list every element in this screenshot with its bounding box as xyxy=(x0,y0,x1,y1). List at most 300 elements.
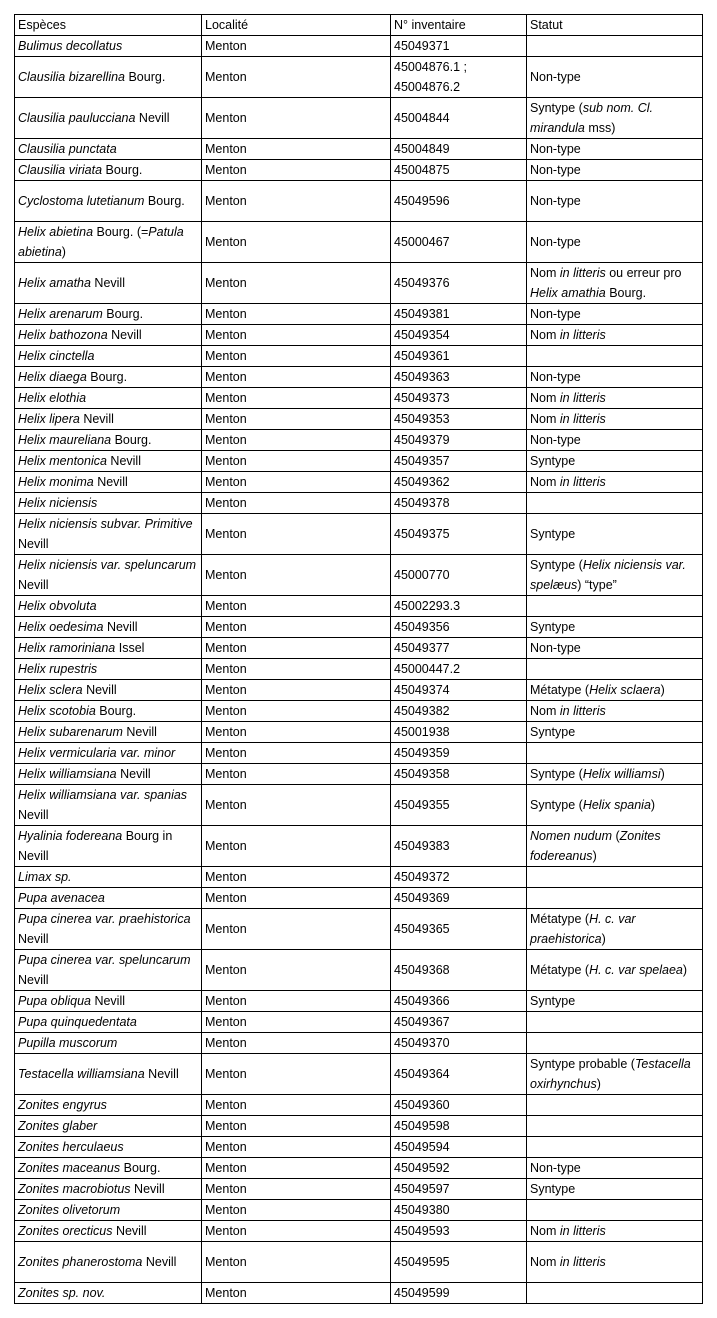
locality-cell: Menton xyxy=(202,388,391,409)
text-fragment: Helix monima xyxy=(18,475,94,489)
text-fragment: sub nom. Cl. mirandula xyxy=(530,101,653,135)
text-fragment: ) xyxy=(660,767,665,781)
status-cell xyxy=(527,867,703,888)
species-cell xyxy=(15,160,202,181)
locality-cell: Menton xyxy=(202,1242,391,1283)
text-fragment: Issel xyxy=(115,641,145,655)
species-cell xyxy=(15,1283,202,1304)
text-fragment: Non-type xyxy=(530,641,581,655)
inventory-cell: 45049372 xyxy=(391,867,527,888)
inventory-cell: 45049373 xyxy=(391,388,527,409)
text-fragment: Nevill xyxy=(18,808,49,822)
table-row xyxy=(15,1179,703,1200)
locality-cell: Menton xyxy=(202,139,391,160)
species-cell xyxy=(15,596,202,617)
text-fragment: Nevill xyxy=(112,1224,147,1238)
header-localite: Localité xyxy=(202,15,391,36)
status-cell xyxy=(527,764,703,785)
locality-cell: Menton xyxy=(202,888,391,909)
locality-cell: Menton xyxy=(202,1116,391,1137)
text-fragment: Syntype probable ( xyxy=(530,1057,635,1071)
text-fragment: Zonites orecticus xyxy=(18,1224,113,1238)
status-cell xyxy=(527,263,703,304)
table-row xyxy=(15,638,703,659)
text-fragment: Helix maureliana xyxy=(18,433,112,447)
text-fragment: Bourg. xyxy=(125,70,166,84)
text-fragment: Non-type xyxy=(530,70,581,84)
status-cell xyxy=(527,1200,703,1221)
text-fragment: Non-type xyxy=(530,433,581,447)
text-fragment: in litteris xyxy=(559,266,606,280)
table-row xyxy=(15,36,703,57)
locality-cell: Menton xyxy=(202,1137,391,1158)
text-fragment: Non-type xyxy=(530,370,581,384)
inventory-cell: 45049360 xyxy=(391,1095,527,1116)
species-cell xyxy=(15,888,202,909)
text-fragment: Cyclostoma lutetianum xyxy=(18,194,145,208)
inventory-cell: 45049362 xyxy=(391,472,527,493)
status-cell xyxy=(527,617,703,638)
text-fragment: Nevill xyxy=(142,1255,177,1269)
species-cell xyxy=(15,722,202,743)
inventory-cell: 45004849 xyxy=(391,139,527,160)
species-cell xyxy=(15,514,202,555)
text-fragment: Helix vermicularia var. minor xyxy=(18,746,176,760)
inventory-cell: 45049382 xyxy=(391,701,527,722)
table-row xyxy=(15,909,703,950)
table-row xyxy=(15,409,703,430)
inventory-cell: 45049376 xyxy=(391,263,527,304)
text-fragment: Testacella williamsiana xyxy=(18,1067,145,1081)
text-fragment: Syntype ( xyxy=(530,798,583,812)
text-fragment: Zonites phanerostoma xyxy=(18,1255,143,1269)
locality-cell: Menton xyxy=(202,991,391,1012)
locality-cell: Menton xyxy=(202,867,391,888)
locality-cell: Menton xyxy=(202,98,391,139)
locality-cell: Menton xyxy=(202,451,391,472)
inventory-cell: 45049371 xyxy=(391,36,527,57)
species-cell xyxy=(15,1137,202,1158)
text-fragment: Pupilla muscorum xyxy=(18,1036,118,1050)
inventory-cell: 45004875 xyxy=(391,160,527,181)
text-fragment: in litteris xyxy=(559,328,606,342)
species-cell xyxy=(15,388,202,409)
text-fragment: Syntype xyxy=(530,620,576,634)
inventory-cell: 45049361 xyxy=(391,346,527,367)
inventory-cell: 45049367 xyxy=(391,1012,527,1033)
status-cell xyxy=(527,514,703,555)
status-cell xyxy=(527,346,703,367)
text-fragment: in litteris xyxy=(559,391,606,405)
table-row xyxy=(15,493,703,514)
status-cell xyxy=(527,991,703,1012)
table-row xyxy=(15,1283,703,1304)
text-fragment: in litteris xyxy=(559,704,606,718)
species-cell xyxy=(15,867,202,888)
text-fragment: Nevill xyxy=(90,276,125,290)
inventory-cell: 45049365 xyxy=(391,909,527,950)
locality-cell: Menton xyxy=(202,1179,391,1200)
inventory-cell: 45049592 xyxy=(391,1158,527,1179)
text-fragment: ) xyxy=(660,683,665,697)
header-row xyxy=(15,15,703,36)
species-cell xyxy=(15,826,202,867)
status-cell xyxy=(527,1116,703,1137)
table-row xyxy=(15,596,703,617)
locality-cell: Menton xyxy=(202,743,391,764)
species-cell xyxy=(15,764,202,785)
text-fragment: Zonites sp. nov. xyxy=(18,1286,106,1300)
text-fragment: ) xyxy=(682,963,688,977)
locality-cell: Menton xyxy=(202,701,391,722)
text-fragment: Hyalinia fodereana xyxy=(18,829,123,843)
table-row xyxy=(15,514,703,555)
text-fragment: Helix sclaera xyxy=(589,683,661,697)
species-cell xyxy=(15,57,202,98)
text-fragment: Nom xyxy=(530,1255,560,1269)
text-fragment: Helix ramoriniana xyxy=(18,641,116,655)
locality-cell: Menton xyxy=(202,950,391,991)
status-cell xyxy=(527,722,703,743)
locality-cell: Menton xyxy=(202,785,391,826)
text-fragment: H. c. var praehistorica xyxy=(530,912,636,946)
table-row xyxy=(15,367,703,388)
text-fragment: Helix lipera xyxy=(18,412,80,426)
table-row xyxy=(15,1242,703,1283)
text-fragment: ( xyxy=(612,829,620,843)
inventory-cell: 45000770 xyxy=(391,555,527,596)
text-fragment: Syntype ( xyxy=(530,558,583,572)
table-row xyxy=(15,785,703,826)
text-fragment: Syntype ( xyxy=(530,101,583,115)
locality-cell: Menton xyxy=(202,367,391,388)
locality-cell: Menton xyxy=(202,1095,391,1116)
table-body xyxy=(15,36,703,1304)
species-cell xyxy=(15,325,202,346)
table-row xyxy=(15,472,703,493)
status-cell xyxy=(527,555,703,596)
table-row xyxy=(15,659,703,680)
text-fragment: Helix williamsiana xyxy=(18,767,117,781)
status-cell xyxy=(527,1012,703,1033)
species-cell xyxy=(15,950,202,991)
text-fragment: Nevill xyxy=(18,973,49,987)
table-row xyxy=(15,555,703,596)
text-fragment: Bourg in Nevill xyxy=(18,829,173,863)
species-cell xyxy=(15,1242,202,1283)
status-cell xyxy=(527,785,703,826)
locality-cell: Menton xyxy=(202,409,391,430)
table-row xyxy=(15,325,703,346)
status-cell xyxy=(527,638,703,659)
table-row xyxy=(15,743,703,764)
table-row xyxy=(15,222,703,263)
text-fragment: Bulimus decollatus xyxy=(18,39,123,53)
species-cell xyxy=(15,1054,202,1095)
text-fragment: Helix spania xyxy=(582,798,651,812)
locality-cell: Menton xyxy=(202,36,391,57)
text-fragment: Patula abietina xyxy=(18,225,184,259)
status-cell xyxy=(527,1242,703,1283)
text-fragment: Syntype xyxy=(530,1182,576,1196)
text-fragment: Non-type xyxy=(530,235,581,249)
text-fragment: Bourg. (= xyxy=(93,225,149,239)
text-fragment: Syntype xyxy=(530,527,576,541)
table-row xyxy=(15,1200,703,1221)
species-cell xyxy=(15,1095,202,1116)
inventory-cell: 45049366 xyxy=(391,991,527,1012)
status-cell xyxy=(527,1137,703,1158)
species-cell xyxy=(15,409,202,430)
text-fragment: ) xyxy=(650,798,656,812)
locality-cell: Menton xyxy=(202,325,391,346)
text-fragment: Zonites herculaeus xyxy=(18,1140,124,1154)
species-cell xyxy=(15,472,202,493)
text-fragment: Helix niciensis var. speluncarum xyxy=(18,558,197,572)
locality-cell: Menton xyxy=(202,1012,391,1033)
status-cell xyxy=(527,222,703,263)
status-cell xyxy=(527,659,703,680)
species-cell xyxy=(15,98,202,139)
text-fragment: ) xyxy=(601,932,606,946)
text-fragment: Pupa avenacea xyxy=(18,891,105,905)
inventory-cell: 45049599 xyxy=(391,1283,527,1304)
text-fragment: Bourg. xyxy=(144,194,185,208)
inventory-cell: 45049596 xyxy=(391,181,527,222)
text-fragment: ou erreur pro xyxy=(605,266,682,280)
status-cell xyxy=(527,451,703,472)
header-inventaire: N° inventaire xyxy=(391,15,527,36)
species-cell xyxy=(15,367,202,388)
text-fragment: Clausilia paulucciana xyxy=(18,111,136,125)
text-fragment: Non-type xyxy=(530,307,581,321)
status-cell xyxy=(527,950,703,991)
text-fragment: Helix williamsiana var. spanias xyxy=(18,788,188,802)
species-cell xyxy=(15,909,202,950)
table-row xyxy=(15,764,703,785)
text-fragment: Helix cinctella xyxy=(18,349,95,363)
text-fragment: Pupa cinerea var. speluncarum xyxy=(18,953,191,967)
text-fragment: Pupa quinquedentata xyxy=(18,1015,137,1029)
species-cell xyxy=(15,430,202,451)
locality-cell: Menton xyxy=(202,472,391,493)
species-table xyxy=(14,14,703,1304)
text-fragment: Bourg. xyxy=(605,286,647,300)
table-row xyxy=(15,617,703,638)
status-cell xyxy=(527,139,703,160)
table-row xyxy=(15,451,703,472)
table-row xyxy=(15,826,703,867)
text-fragment: Helix oedesima xyxy=(18,620,104,634)
text-fragment: Helix sclera xyxy=(18,683,83,697)
table-row xyxy=(15,160,703,181)
text-fragment: Nomen nudum xyxy=(530,829,612,843)
text-fragment: ) xyxy=(61,245,66,259)
text-fragment: Helix niciensis var. spelæus xyxy=(530,558,686,592)
text-fragment: Helix niciensis xyxy=(18,496,98,510)
species-cell xyxy=(15,785,202,826)
text-fragment: in litteris xyxy=(559,475,606,489)
text-fragment: Zonites glaber xyxy=(18,1119,98,1133)
text-fragment: Nom xyxy=(530,266,560,280)
text-fragment: Helix scotobia xyxy=(18,704,96,718)
table-row xyxy=(15,867,703,888)
table-row xyxy=(15,1033,703,1054)
table-row xyxy=(15,950,703,991)
text-fragment: Nevill xyxy=(103,620,138,634)
species-cell xyxy=(15,1116,202,1137)
text-fragment: Nom xyxy=(530,412,560,426)
status-cell xyxy=(527,181,703,222)
status-cell xyxy=(527,1179,703,1200)
species-cell xyxy=(15,555,202,596)
table-row xyxy=(15,991,703,1012)
inventory-cell: 45049355 xyxy=(391,785,527,826)
species-cell xyxy=(15,701,202,722)
status-cell xyxy=(527,98,703,139)
text-fragment: in litteris xyxy=(559,412,606,426)
inventory-cell: 45049363 xyxy=(391,367,527,388)
status-cell xyxy=(527,826,703,867)
text-fragment: Clausilia punctata xyxy=(18,142,117,156)
locality-cell: Menton xyxy=(202,659,391,680)
text-fragment: Nom xyxy=(530,391,560,405)
table-row xyxy=(15,139,703,160)
text-fragment: Nom xyxy=(530,328,560,342)
inventory-cell: 45049357 xyxy=(391,451,527,472)
status-cell xyxy=(527,430,703,451)
text-fragment: Bourg. xyxy=(111,433,152,447)
inventory-cell: 45049381 xyxy=(391,304,527,325)
species-cell xyxy=(15,181,202,222)
text-fragment: Helix arenarum xyxy=(18,307,103,321)
inventory-cell: 45049370 xyxy=(391,1033,527,1054)
locality-cell: Menton xyxy=(202,722,391,743)
text-fragment: Helix abietina xyxy=(18,225,94,239)
inventory-cell: 45002293.3 xyxy=(391,596,527,617)
text-fragment: Limax sp. xyxy=(18,870,72,884)
text-fragment: Helix bathozona xyxy=(18,328,108,342)
table-row xyxy=(15,1137,703,1158)
inventory-cell: 45049358 xyxy=(391,764,527,785)
inventory-cell: 45000467 xyxy=(391,222,527,263)
text-fragment: Zonites fodereanus xyxy=(530,829,661,863)
text-fragment: Nevill xyxy=(116,767,151,781)
text-fragment: Syntype xyxy=(530,454,576,468)
table-row xyxy=(15,680,703,701)
status-cell xyxy=(527,743,703,764)
locality-cell: Menton xyxy=(202,57,391,98)
species-cell xyxy=(15,222,202,263)
species-cell xyxy=(15,991,202,1012)
text-fragment: Syntype xyxy=(530,994,576,1008)
status-cell xyxy=(527,388,703,409)
status-cell xyxy=(527,1283,703,1304)
table-row xyxy=(15,346,703,367)
species-cell xyxy=(15,451,202,472)
locality-cell: Menton xyxy=(202,160,391,181)
status-cell xyxy=(527,160,703,181)
text-fragment: Zonites olivetorum xyxy=(18,1203,121,1217)
inventory-cell: 45049595 xyxy=(391,1242,527,1283)
text-fragment: Bourg. xyxy=(102,307,144,321)
status-cell xyxy=(527,1221,703,1242)
inventory-cell: 45049356 xyxy=(391,617,527,638)
inventory-cell: 45049377 xyxy=(391,638,527,659)
locality-cell: Menton xyxy=(202,1054,391,1095)
text-fragment: Bourg. xyxy=(102,163,143,177)
locality-cell: Menton xyxy=(202,826,391,867)
text-fragment: Nom xyxy=(530,1224,560,1238)
locality-cell: Menton xyxy=(202,304,391,325)
inventory-cell: 45049597 xyxy=(391,1179,527,1200)
locality-cell: Menton xyxy=(202,1221,391,1242)
text-fragment: Nevill xyxy=(18,537,49,551)
species-cell xyxy=(15,493,202,514)
table-row xyxy=(15,1116,703,1137)
header-statut: Statut xyxy=(527,15,703,36)
table-row xyxy=(15,888,703,909)
species-cell xyxy=(15,638,202,659)
species-cell xyxy=(15,139,202,160)
text-fragment: Nevill xyxy=(107,328,142,342)
inventory-cell: 45049380 xyxy=(391,1200,527,1221)
locality-cell: Menton xyxy=(202,617,391,638)
locality-cell: Menton xyxy=(202,430,391,451)
text-fragment: Helix obvoluta xyxy=(18,599,97,613)
inventory-cell: 45001938 xyxy=(391,722,527,743)
inventory-cell: 45049598 xyxy=(391,1116,527,1137)
status-cell xyxy=(527,1158,703,1179)
inventory-cell: 45049364 xyxy=(391,1054,527,1095)
inventory-cell: 45049594 xyxy=(391,1137,527,1158)
text-fragment: in litteris xyxy=(559,1255,606,1269)
text-fragment: Nevill xyxy=(144,1067,179,1081)
inventory-cell: 45004844 xyxy=(391,98,527,139)
text-fragment: Nevill xyxy=(122,725,157,739)
status-cell xyxy=(527,1095,703,1116)
status-cell xyxy=(527,472,703,493)
locality-cell: Menton xyxy=(202,764,391,785)
inventory-cell: 45049374 xyxy=(391,680,527,701)
text-fragment: Helix niciensis subvar. Primitive xyxy=(18,517,193,531)
inventory-cell: 45049353 xyxy=(391,409,527,430)
text-fragment: H. c. var spelaea xyxy=(589,963,683,977)
inventory-cell: 45049369 xyxy=(391,888,527,909)
species-cell xyxy=(15,346,202,367)
locality-cell: Menton xyxy=(202,181,391,222)
inventory-cell: 45049593 xyxy=(391,1221,527,1242)
status-cell xyxy=(527,36,703,57)
text-fragment: Zonites maceanus xyxy=(18,1161,121,1175)
table-row xyxy=(15,722,703,743)
inventory-cell: 45049354 xyxy=(391,325,527,346)
text-fragment: Helix diaega xyxy=(18,370,87,384)
inventory-cell: 45049359 xyxy=(391,743,527,764)
text-fragment: Helix amatha xyxy=(18,276,91,290)
species-cell xyxy=(15,617,202,638)
table-row xyxy=(15,430,703,451)
locality-cell: Menton xyxy=(202,1200,391,1221)
table-row xyxy=(15,1012,703,1033)
text-fragment: Helix amathia xyxy=(530,286,606,300)
text-fragment: Non-type xyxy=(530,163,581,177)
inventory-cell: 45004876.1 ; 45004876.2 xyxy=(391,57,527,98)
status-cell xyxy=(527,888,703,909)
locality-cell: Menton xyxy=(202,596,391,617)
text-fragment: Nevill xyxy=(130,1182,165,1196)
locality-cell: Menton xyxy=(202,222,391,263)
